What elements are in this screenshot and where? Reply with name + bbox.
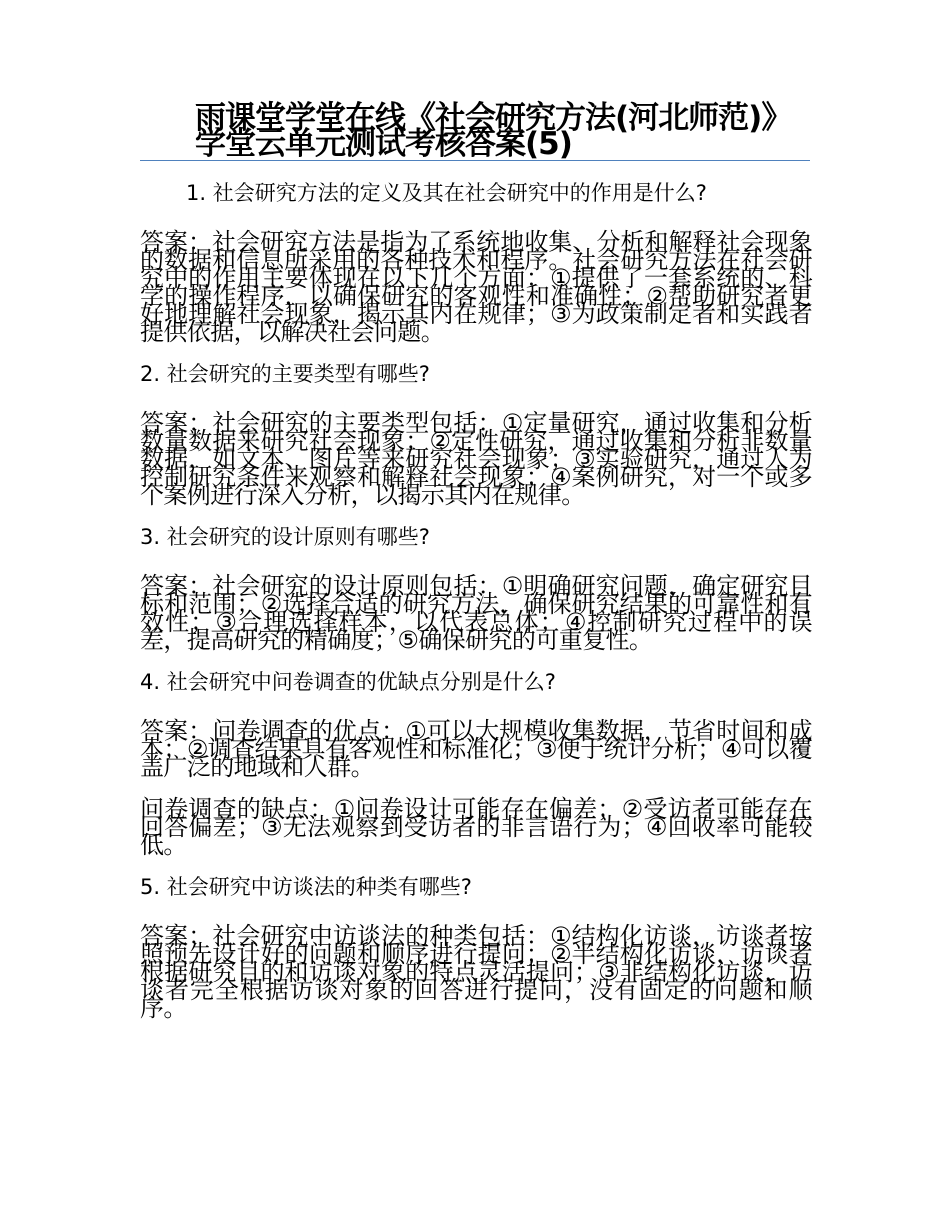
question-2: 2. 社会研究的主要类型有哪些? [140,362,430,386]
answer-1: 答案：社会研究方法是指为了系统地收集、分析和解释社会现象的数据和信息所采用的各种技术和程序。社会研究方法在社会研究中的作用主要体现在以下几个方面：①提供了一套系统的、科学的操作程序，以确保研究的客观性和准确性；②帮助研究者更好地理解社会现象，揭示其内在规律；③为政策制定者和实践者提供依据，以解决社会问题。 [140,228,812,346]
question-1: 1. 社会研究方法的定义及其在社会研究中的作用是什么? [186,181,707,205]
question-3: 3. 社会研究的设计原则有哪些? [140,525,430,549]
document-title: 雨课堂学堂在线《社会研究方法(河北师范)》学堂云单元测试考核答案(5) [195,100,792,162]
answer-4-disadvantages: 问卷调查的缺点：①问卷设计可能存在偏差；②受访者可能存在回答偏差；③无法观察到受访者的非言语行为；④回收率可能较低。 [140,795,812,859]
question-4: 4. 社会研究中问卷调查的优缺点分别是什么? [140,670,556,694]
answer-3: 答案：社会研究的设计原则包括：①明确研究问题，确定研究目标和范围；②选择合适的研究方法，确保研究结果的可靠性和有效性；③合理选择样本，以代表总体；④控制研究过程中的误差，提高研究的精确度；⑤确保研究的可重复性。 [140,572,812,654]
answer-2: 答案：社会研究的主要类型包括：①定量研究，通过收集和分析数量数据来研究社会现象；②定性研究，通过收集和分析非数量数据，如文本、图片等来研究社会现象；③实验研究，通过人为控制研究条件来观察和解释社会现象；④案例研究，对一个或多个案例进行深入分析，以揭示其内在规律。 [140,409,812,509]
question-5: 5. 社会研究中访谈法的种类有哪些? [140,875,472,899]
answer-5: 答案：社会研究中访谈法的种类包括：①结构化访谈，访谈者按照预先设计好的问题和顺序进行提问；②半结构化访谈，访谈者根据研究目的和访谈对象的特点灵活提问；③非结构化访谈，访谈者完全根据访谈对象的回答进行提问，没有固定的问题和顺序。 [140,922,812,1022]
answer-4-advantages: 答案：问卷调查的优点：①可以大规模收集数据，节省时间和成本；②调查结果具有客观性和标准化；③便于统计分析；④可以覆盖广泛的地域和人群。 [140,717,812,781]
title-underline [140,160,810,161]
document-body [140,178,812,1035]
